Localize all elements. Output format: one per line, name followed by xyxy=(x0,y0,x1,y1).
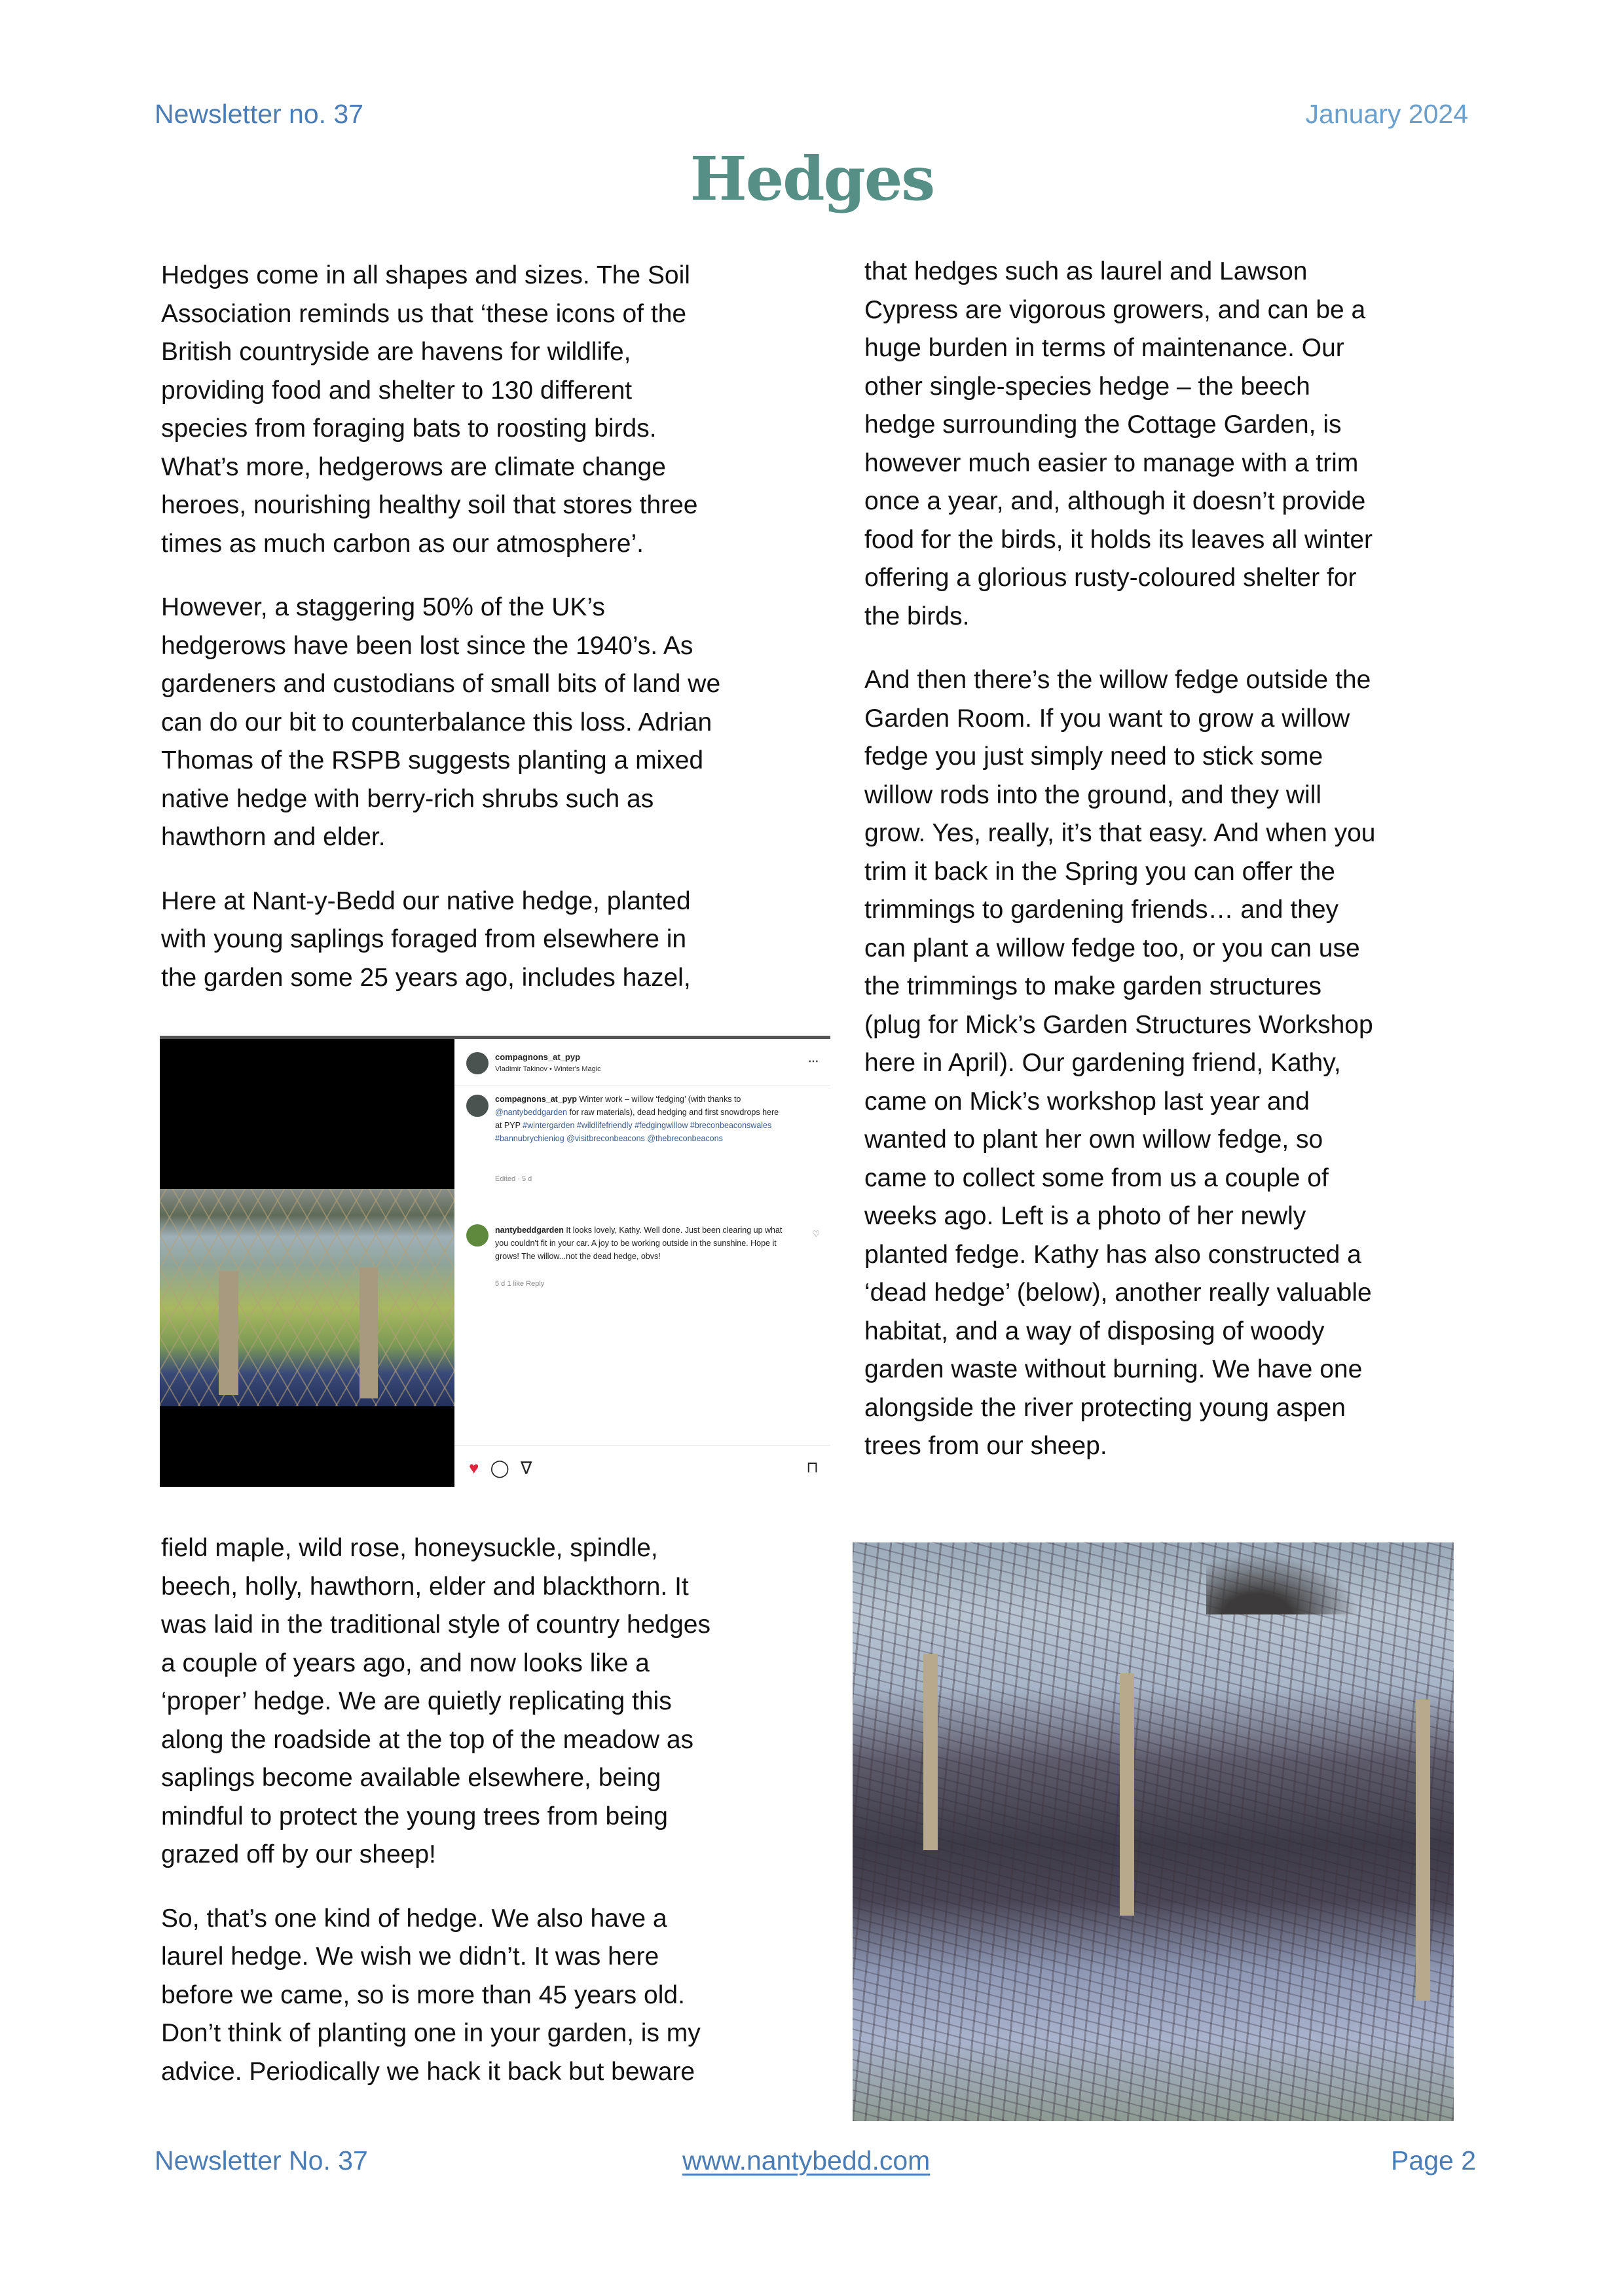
text-line: came on Mick’s workshop last year and xyxy=(864,1087,1310,1116)
text-line: mindful to protect the young trees from being xyxy=(161,1802,668,1831)
footer-newsletter-number: Newsletter No. 37 xyxy=(155,2145,368,2176)
paragraph xyxy=(161,257,790,563)
text-line: however much easier to manage with a trim xyxy=(864,448,1359,477)
caption-mention: @nantybeddgarden xyxy=(495,1108,567,1117)
text-line: ‘proper’ hedge. We are quietly replicating this xyxy=(161,1687,672,1715)
text-line: times as much carbon as our atmosphere’. xyxy=(161,529,644,558)
fence-post xyxy=(219,1271,238,1395)
text-line: providing food and shelter to 130 different xyxy=(161,376,633,405)
text-line: other single-species hedge – the beech xyxy=(864,372,1310,401)
text-line: willow rods into the ground, and they will xyxy=(864,780,1322,809)
text-line: And then there’s the willow fedge outside the xyxy=(864,666,1371,694)
text-line: Hedges come in all shapes and sizes. The Soil xyxy=(161,261,690,289)
post-username: compagnons_at_pyp xyxy=(495,1052,581,1062)
text-line: trim it back in the Spring you can offer the xyxy=(864,857,1335,886)
caption-username: compagnons_at_pyp xyxy=(495,1095,578,1104)
text-line: planted fedge. Kathy has also constructed a xyxy=(864,1240,1361,1269)
text-line: (plug for Mick’s Garden Structures Workshop xyxy=(864,1010,1373,1039)
text-line: Thomas of the RSPB suggests planting a mixed xyxy=(161,746,704,774)
text-line: Cypress are vigorous growers, and can be a xyxy=(864,295,1366,324)
header-newsletter-number: Newsletter no. 37 xyxy=(155,99,364,129)
bookmark-icon: ⊓ xyxy=(806,1459,819,1476)
page-number: Page 2 xyxy=(1391,2145,1476,2176)
text-line: was laid in the traditional style of country hedges xyxy=(161,1611,710,1639)
fence-post xyxy=(360,1267,378,1398)
text-line: field maple, wild rose, honeysuckle, spindle, xyxy=(161,1534,658,1562)
text-line: offering a glorious rusty-coloured shelter for xyxy=(864,564,1357,592)
comment-meta: 5 d 1 like Reply xyxy=(495,1280,545,1288)
text-line: species from foraging bats to roosting birds. xyxy=(161,414,657,443)
comment xyxy=(495,1224,790,1263)
article-title: Hedges xyxy=(690,143,934,214)
paragraph xyxy=(864,661,1467,1466)
divider xyxy=(454,1445,830,1446)
left-column-top xyxy=(161,257,790,1023)
fence-post xyxy=(1416,1700,1430,2001)
text-line: that hedges such as laurel and Lawson xyxy=(864,257,1308,285)
comment-icon: ◯ xyxy=(490,1458,509,1478)
text-line: can do our bit to counterbalance this loss. Adrian xyxy=(161,708,712,737)
text-line: saplings become available elsewhere, being xyxy=(161,1764,661,1792)
fence-post xyxy=(923,1654,938,1850)
website-link[interactable]: www.nantybedd.com xyxy=(682,2145,931,2176)
fence-post xyxy=(1120,1673,1134,1916)
text-line: Don’t think of planting one in your garden, is my xyxy=(161,2019,701,2047)
left-column-bottom xyxy=(161,1529,790,2117)
willow-fedge-photo xyxy=(160,1189,454,1406)
paragraph xyxy=(161,1529,790,1874)
caption-hashtags: #wintergarden #wildlifefriendly #fedgingwillow #breconbeaconswales #bannubrychieniog @visitbreconbeacons @thebreconbeacons xyxy=(495,1121,772,1143)
share-icon: ∇ xyxy=(521,1458,532,1478)
text-line: along the roadside at the top of the meadow as xyxy=(161,1725,694,1754)
text-line: What’s more, hedgerows are climate change xyxy=(161,452,666,481)
text-line: can plant a willow fedge too, or you can use xyxy=(864,934,1360,962)
text-line: grazed off by our sheep! xyxy=(161,1840,436,1868)
caption-text: for raw materials), dead hedging and first snowdrops here at PYP xyxy=(495,1108,779,1130)
caption-meta: Edited · 5 d xyxy=(495,1175,532,1183)
text-line: laurel hedge. We wish we didn’t. It was here xyxy=(161,1942,659,1971)
text-line: food for the birds, it holds its leaves all winter xyxy=(864,525,1373,554)
dead-hedge-photo xyxy=(853,1542,1454,2121)
paragraph xyxy=(161,883,790,998)
text-line: hedgerows have been lost since the 1940’s. As xyxy=(161,631,693,660)
text-line: native hedge with berry-rich shrubs such as xyxy=(161,784,654,813)
text-line: before we came, so is more than 45 years old. xyxy=(161,1980,685,2009)
text-line: a couple of years ago, and now looks like a xyxy=(161,1649,650,1677)
text-line: hawthorn and elder. xyxy=(161,823,386,851)
avatar xyxy=(466,1095,489,1117)
text-line: trimmings to gardening friends… and they xyxy=(864,896,1339,924)
text-line: alongside the river protecting young aspen xyxy=(864,1393,1346,1422)
text-line: hedge surrounding the Cottage Garden, is xyxy=(864,410,1342,439)
text-line: However, a staggering 50% of the UK’s xyxy=(161,593,605,621)
text-line: beech, holly, hawthorn, elder and blackthorn. It xyxy=(161,1572,689,1601)
caption-text: Winter work – willow ‘fedging’ (with thanks to xyxy=(579,1095,741,1104)
more-options-icon: ⋯ xyxy=(808,1056,819,1067)
text-line: weeks ago. Left is a photo of her newly xyxy=(864,1202,1306,1230)
header-date: January 2024 xyxy=(1305,99,1468,129)
post-details-panel xyxy=(454,1039,830,1487)
avatar xyxy=(466,1224,489,1247)
post-audio: Vladimir Takinov • Winter's Magic xyxy=(495,1065,601,1073)
text-line: Garden Room. If you want to grow a willow xyxy=(864,704,1350,733)
post-caption xyxy=(495,1093,783,1145)
text-line: the birds. xyxy=(864,602,970,630)
comment-like-icon: ♡ xyxy=(812,1229,820,1239)
text-line: the trimmings to make garden structures xyxy=(864,972,1321,1000)
paragraph xyxy=(161,1900,790,2092)
text-line: Association reminds us that ‘these icons of the xyxy=(161,299,687,328)
text-line: ‘dead hedge’ (below), another really valuable xyxy=(864,1279,1372,1307)
text-line: advice. Periodically we hack it back but beware xyxy=(161,2057,695,2086)
text-line: British countryside are havens for wildlife, xyxy=(161,338,631,366)
comment-text: It looks lovely, Kathy. Well done. Just been clearing up what you couldn't fit in your car. A joy to be working outside in the sunshine. Hope it grows! The willow...not the dead hedge, obvs! xyxy=(495,1226,783,1261)
paragraph xyxy=(864,253,1467,636)
text-line: trees from our sheep. xyxy=(864,1432,1107,1460)
avatar xyxy=(466,1052,489,1074)
text-line: grow. Yes, really, it’s that easy. And when you xyxy=(864,819,1376,847)
text-line: here in April). Our gardening friend, Kathy, xyxy=(864,1049,1341,1077)
text-line: habitat, and a way of disposing of woody xyxy=(864,1317,1325,1345)
text-line: came to collect some from us a couple of xyxy=(864,1163,1329,1192)
paragraph xyxy=(161,589,790,857)
text-line: the garden some 25 years ago, includes hazel, xyxy=(161,963,691,992)
text-line: So, that’s one kind of hedge. We also have a xyxy=(161,1904,667,1933)
text-line: gardeners and custodians of small bits of land we xyxy=(161,670,721,698)
text-line: wanted to plant her own willow fedge, so xyxy=(864,1125,1323,1154)
comment-username: nantybeddgarden xyxy=(495,1226,564,1235)
text-line: fedge you just simply need to stick some xyxy=(864,742,1323,771)
text-line: with young saplings foraged from elsewhere in xyxy=(161,925,687,953)
instagram-post-screenshot xyxy=(160,1036,830,1487)
text-line: heroes, nourishing healthy soil that stores three xyxy=(161,491,698,519)
heart-icon: ♥ xyxy=(469,1458,479,1478)
text-line: garden waste without burning. We have one xyxy=(864,1355,1363,1383)
text-line: Here at Nant-y-Bedd our native hedge, planted xyxy=(161,886,691,915)
post-actions xyxy=(469,1458,538,1478)
tree-silhouette xyxy=(1206,1542,1376,1614)
right-column xyxy=(864,253,1467,1491)
post-photo-panel xyxy=(160,1039,454,1487)
text-line: huge burden in terms of maintenance. Our xyxy=(864,334,1344,362)
text-line: once a year, and, although it doesn’t provide xyxy=(864,487,1366,515)
